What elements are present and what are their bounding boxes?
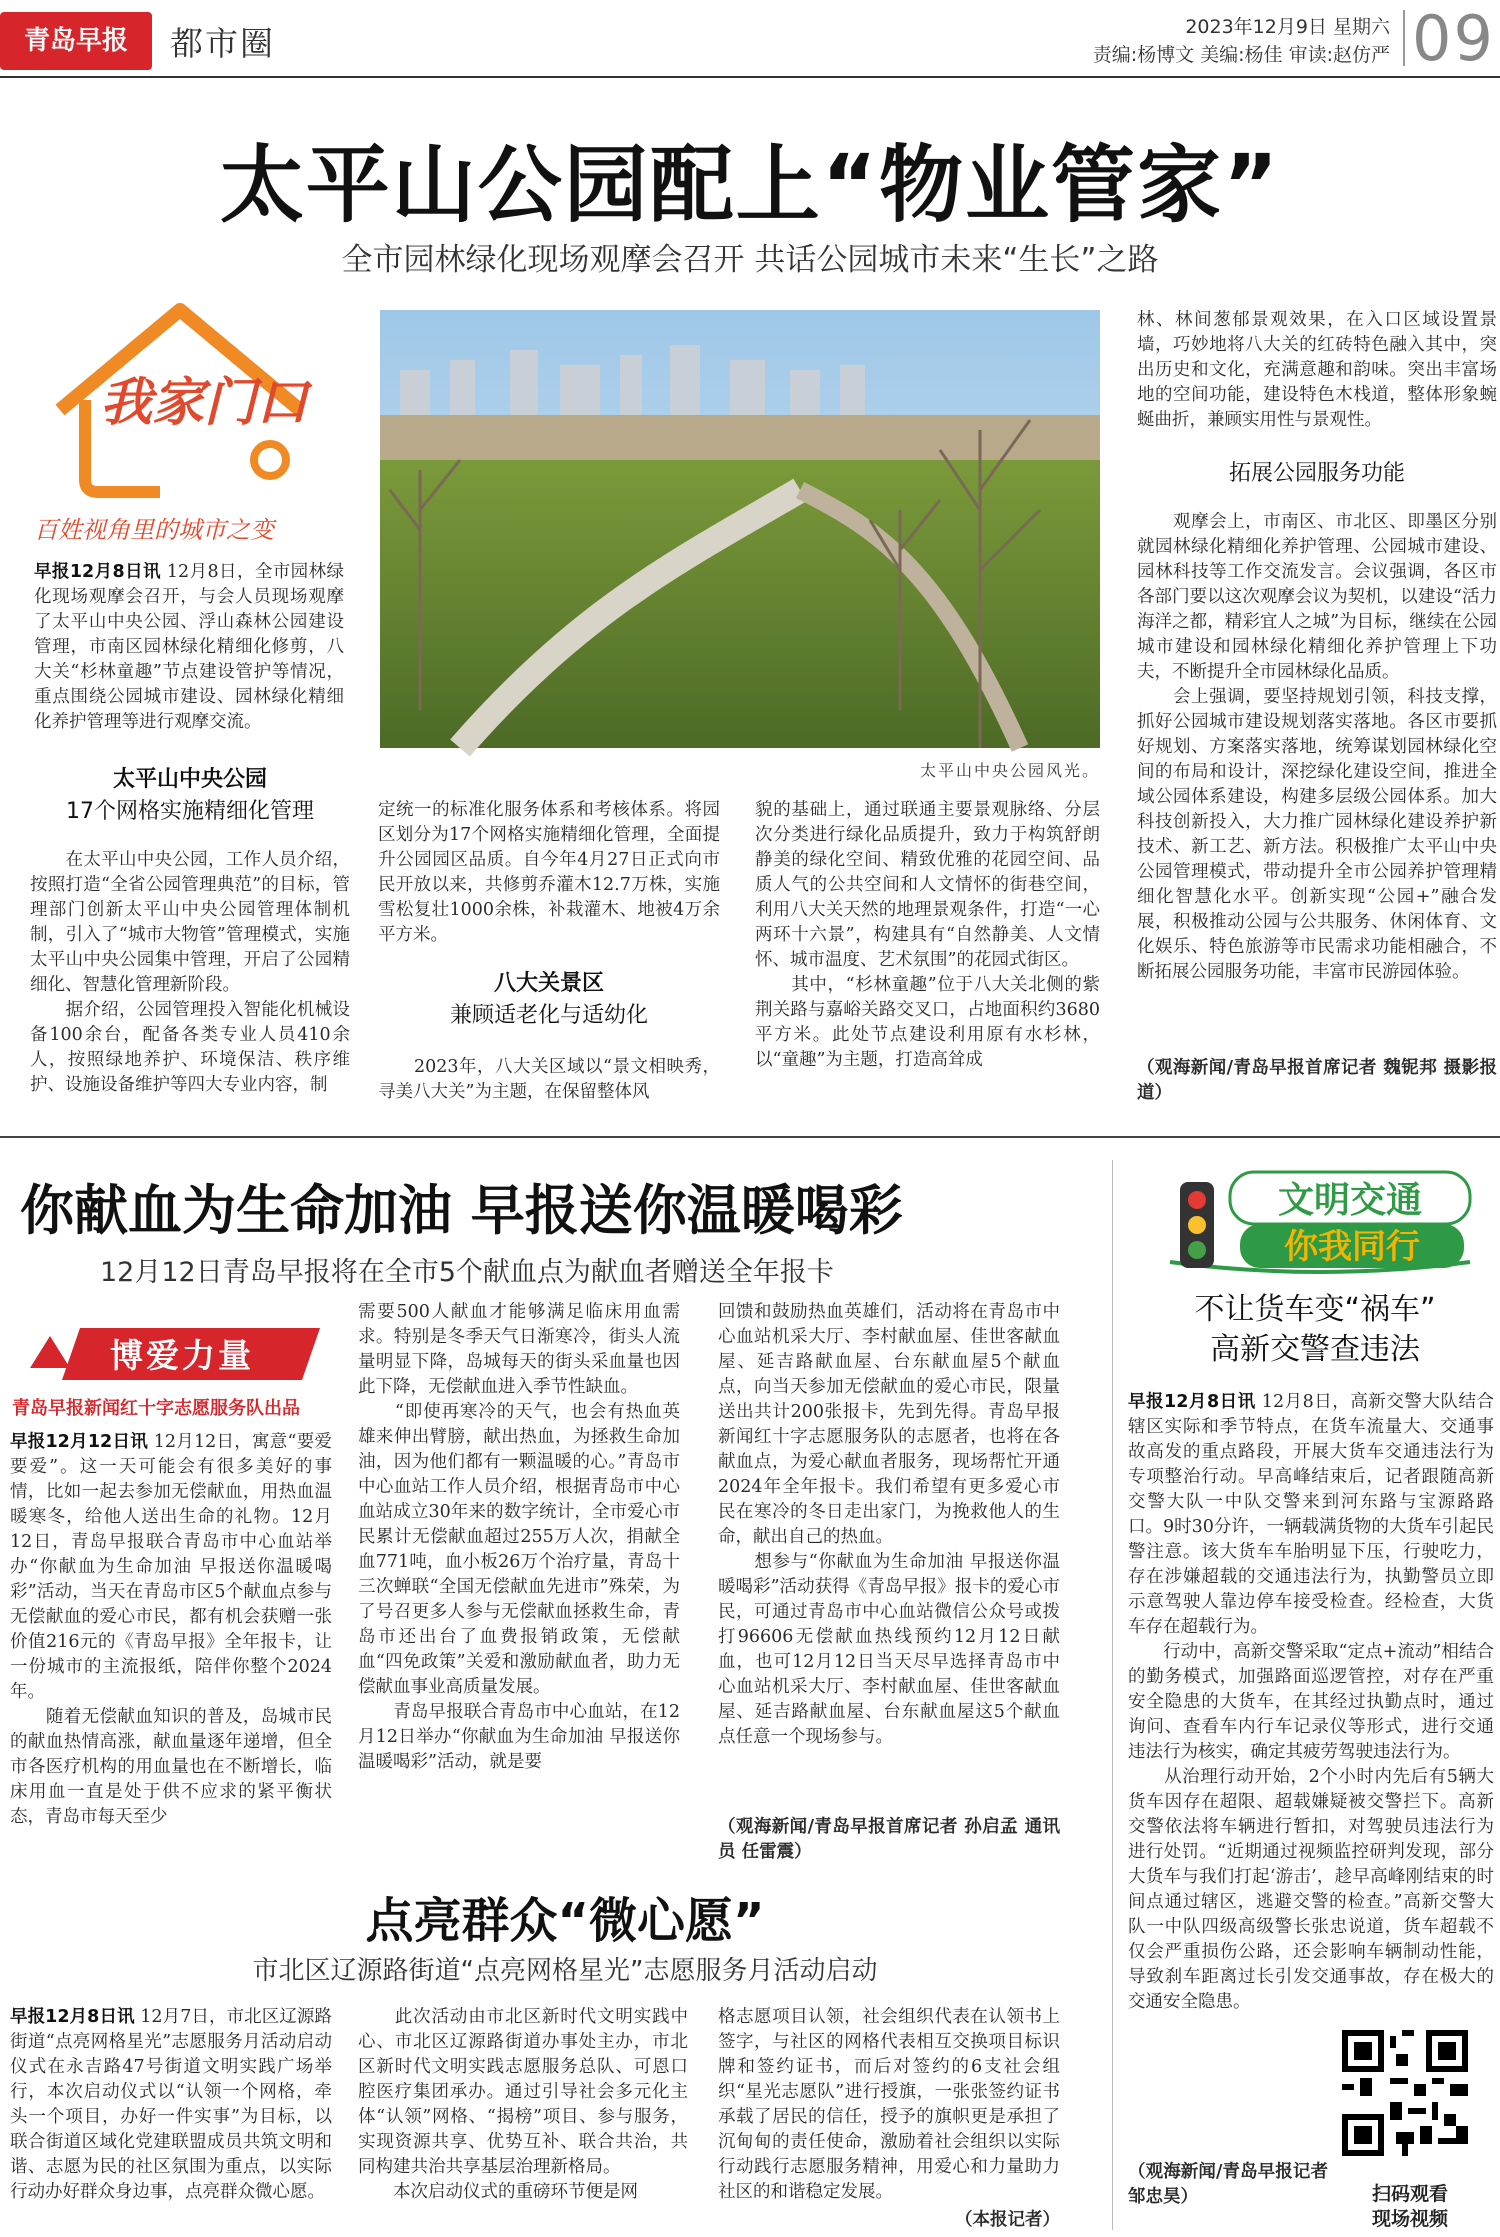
photo-caption: 太平山中央公园风光。 (919, 761, 1100, 780)
traffic-logo-line2: 你我同行 (1284, 1227, 1420, 1267)
park-photo (380, 310, 1100, 748)
story2-col2: 需要500人献血才能够满足临床用血需求。特别是冬季天气日渐寒冷，街头人流量明显下降，岛城每天的街头采血量也因此下降，无偿献血进入季节性缺血。 “即使再寒冷的天气，也会有热血英雄来伸出臂膀，献出热血，为拯救生命加油，因为他们都有一颗温暖的心。”青岛市中心血站工作人员介绍，根据青岛市中心血站成立30年来的数字统计，全市爱心市民累计无偿献血超过255万人次，捐献全血771吨，血小板26万个治疗量，青岛十三次蝉联“全国无偿献血先进市”殊荣，为了号召更多人参与无偿献血拯救生命，青岛市还出台了血费报销政策，无偿献血“四免政策”关爱和激励献血者，助力无偿献血事业高质量发展。 青岛早报联合青岛市中心血站，在12月12日举办“你献血为生命加油 早报送你温暖喝彩”活动，就是要 (358, 1302, 680, 1772)
qr-caption: 扫码观看 现场视频 (1371, 2183, 1448, 2230)
story1-credit: （观海新闻/青岛早报首席记者 魏铌邦 摄影报道） (1137, 1058, 1497, 1103)
story2-col1: 早报12月12日讯 12月12日，寓意“要爱要爱”。这一天可能会有很多美好的事情，比如一起去参加无偿献血，用热血温暖寒冬，给他人送出生命的礼物。12月12日，青岛早报联合青岛市中心血站举办“你献血为生命加油 早报送你温暖喝彩”活动，当天在青岛市区5个献血点参与无偿献血的爱心市民，都有机会获赠一张价值216元的《青岛早报》全年报卡，让一份城市的主流报纸，陪伴你整个2024年。 随着无偿献血知识的普及，岛城市民的献血热情高涨，献血量逐年递增，但全市各医疗机构的用血量也在不断增长，临床用血一直是处于供不应求的紧平衡状态，青岛市每天至少 (10, 1432, 332, 1827)
story1-col3-text: 貌的基础上，通过联通主要景观脉络、分层次分类进行绿化品质提升，致力于构筑舒朗静美的绿化空间、精致优雅的花园空间、品质人气的公共空间和人文情怀的街巷空间，利用八大关天然的地理景观条件，打造“一心两环十六景”，构建具有“自然静美、人文情怀、城市温度、艺术氛围”的花园式街区。 其中，“杉林童趣”位于八大关北侧的紫荆关路与嘉峪关路交叉口，占地面积约3680平方米。此处节点建设利用原有水杉林，以“童趣”为主题，打造高耸成 (755, 800, 1100, 1070)
traffic-logo-line1: 文明交通 (1277, 1180, 1423, 1221)
story1-subhead3: 拓展公园服务功能 (1228, 461, 1405, 486)
story4-col2: 此次活动由市北区新时代文明实践中心、市北区辽源路街道办事处主办，市北区新时代文明实践志愿服务总队、可恩口腔医疗集团承办。通过引导社会多元化主体“认领”网格、“揭榜”项目、参与服务，实现资源共享、优势互补、联合共治，共同构建共治共享基层治理新格局。 本次启动仪式的重磅环节便是网 (358, 2007, 688, 2202)
story1-intro: 早报12月8日讯 12月8日，全市园林绿化现场观摩会召开，与会人员现场观摩了太平山中央公园、浮山森林公园建设管理，市南区园林绿化精细化修剪，八大关“杉林童趣”节点建设管护等情况，重点围绕公园城市建设、园林绿化精细化养护管理等进行观摩交流。 (34, 562, 345, 732)
home-logo-caption: 百姓视角里的城市之变 (34, 516, 274, 544)
story2-col3: 回馈和鼓励热血英雄们，活动将在青岛市中心血站机采大厅、李村献血屋、佳世客献血屋、延吉路献血屋、台东献血屋5个献血点，向当天参加无偿献血的爱心市民，限量送出共计200张报卡，先到先得。青岛早报新闻红十字志愿服务队的志愿者，也将在各献血点，为爱心献血者服务，现场帮忙开通2024年全年报卡。我们希望有更多爱心市民在寒冷的冬日走出家门，为挽救他人的生命，献出自己的热血。 想参与“你献血为生命加油 早报送你温暖喝彩”活动获得《青岛早报》报卡的爱心市民，可通过青岛市中心血站微信公众号或拨打96606无偿献血热线预约12月12日献血，也可12月12日当天尽早选择青岛市中心血站机采大厅、李村献血屋、佳世客献血屋、延吉路献血屋、台东献血屋这5个献血点任意一个现场参与。 (718, 1302, 1060, 1747)
editors-line: 责编:杨博文 美编:杨佳 审读:赵仿严 (1092, 44, 1390, 66)
story1-sub2-text: 2023年，八大关区域以“景文相映秀，寻美八大关”为主题，在保留整体风 (378, 1057, 720, 1102)
house-logo-icon (40, 300, 320, 500)
qr-code-icon (1342, 2030, 1468, 2156)
story3-title: 不让货车变“祸车” 高新交警查违法 (1194, 1292, 1436, 1367)
story1-title: 太平山公园配上“物业管家” (219, 136, 1281, 234)
story1-subhead1: 太平山中央公园 17个网格实施精细化管理 (66, 767, 314, 824)
column-divider (1112, 1160, 1113, 2230)
story1-subtitle: 全市园林绿化现场观摩会召开 共话公园城市未来“生长”之路 (341, 242, 1159, 278)
bo-ai-logo-caption: 青岛早报新闻红十字志愿服务队出品 (12, 1398, 300, 1419)
wrench-icon (254, 444, 286, 476)
newspaper-logo: 青岛早报 (0, 12, 152, 70)
story3-credit: （观海新闻/青岛早报记者 邹忠昊） (1128, 2162, 1335, 2207)
story4-title: 点亮群众“微心愿” (365, 1893, 765, 1949)
story2-credit: （观海新闻/青岛早报首席记者 孙启孟 通讯员 任雷震） (718, 1817, 1060, 1862)
page-number: 09 (1412, 2, 1495, 75)
header-divider (1403, 10, 1405, 66)
traffic-light-icon (1160, 1170, 1480, 1275)
story2-subtitle: 12月12日青岛早报将在全市5个献血点为献血者赠送全年报卡 (100, 1257, 834, 1288)
story4-col3: 格志愿项目认领，社会组织代表在认领书上签字，与社区的网格代表相互交换项目标识牌和签约证书，而后对签约的6支社会组织“星光志愿队”进行授旗，一张张签约证书承载了居民的信任，授予的旗帜更是承担了沉甸甸的责任使命，激励着社会组织以实际行动践行志愿服务精神，用爱心和力量助力社区的和谐稳定发展。 (718, 2007, 1060, 2202)
story1-col4-text-b: 观摩会上，市南区、市北区、即墨区分别就园林绿化精细化养护管理、公园城市建设、园林科技等工作交流发言。会议强调，各区市各部门要以这次观摩会议为契机，以建设“活力海洋之都，精彩宜人之城”为目标，继续在公园城市建设和园林绿化精细化养护管理上下功夫，不断提升全市园林绿化品质。 会上强调，要坚持规划引领，科技支撑，抓好公园城市建设规划落实落地。各区市要抓好规划、方案落实落地，统筹谋划园林绿化空间的布局和设计，深挖绿化建设空间，推进全域公园体系建设，构建多层级公园体系。加大科技创新投入，大力推广园林绿化建设养护新技术、新工艺、新方法。积极推广太平山中央公园管理模式，带动提升全市公园养护管理精细化智慧化水平。创新实现“公园+”融合发展，积极推动公园与公共服务、休闲体育、文化娱乐、特色旅游等市民需求功能相融合，不断拓展公园服务功能，丰富市民游园体验。 (1137, 512, 1497, 982)
section-name: 都市圈 (170, 24, 275, 63)
story4-col1: 早报12月8日讯 12月7日，市北区辽源路街道“点亮网格星光”志愿服务月活动启动仪式在永吉路47号街道文明实践广场举行，本次启动仪式以“认领一个网格，牵头一个项目，办好一件实事”为目标，以联合街道区域化党建联盟成员共筑文明和谐、志愿为民的社区氛围为重点，以实际行动办好群众身边事，点亮群众微心愿。 (10, 2007, 333, 2202)
home-logo-line1: 我家门口 (100, 373, 309, 433)
story1-sub1-continued: 定统一的标准化服务体系和考核体系。将园区划分为17个网格实施精细化管理，全面提升公园园区品质。自今年4月27日正式向市民开放以来，共修剪乔灌木12.7万株，实施雪松复壮1000余株，补栽灌木、地被4万余平方米。 (378, 800, 720, 945)
issue-date: 2023年12月9日 星期六 (1185, 16, 1390, 38)
story3-text-top: 早报12月8日讯 12月8日，高新交警大队结合辖区实际和季节特点，在货车流量大、交通事故高发的重点路段，开展大货车交通违法行为专项整治行动。早高峰结束后，记者跟随高新交警大队一中队交警来到河东路与宝源路路口。9时30分许，一辆载满货物的大货车引起民警注意。该大货车车胎明显下压，行驶吃力，存在涉嫌超载的交通违法行为，执勤警员立即示意驾驶人靠边停车接受检查。经检查，大货车存在超载行为。 行动中，高新交警采取“定点+流动”相结合的勤务模式，加强路面巡逻管控，对存在严重安全隐患的大货车，在其经过执勤点时，通过询问、查看车内行车记录仪等形式，进行交通违法行为核实，确定其疲劳驾驶违法行为。 从治理行动开始，2个小时内先后有5辆大货车因存在超限、超载嫌疑被交警拦下。高新交警依法将车辆进行暂扣，对驾驶员违法行为进行处罚。“近期通过视频监控研判发现，部分大货车与我们打起‘游击’，趁早高峰刚结束的时间点通过辖区，逃避交警的检查。”高新交警大队一中队四级高级警长张忠说道，货车超载不仅会严重损伤公路，还会影响车辆制动性能，导致刹车距离过长引发交通事故，存在极大的交通安全隐患。 (1128, 1392, 1495, 2012)
story1-subhead2: 八大关景区 兼顾适老化与适幼化 (449, 971, 648, 1028)
story4-subtitle: 市北区辽源路街道“点亮网格星光”志愿服务月活动启动 (252, 1956, 878, 1986)
story-separator (0, 1136, 1500, 1138)
story2-title: 你献血为生命加油 早报送你温暖喝彩 (20, 1179, 903, 1242)
header-rule (0, 76, 1500, 78)
story1-col4-text: 林、林间葱郁景观效果，在入口区域设置景墙，巧妙地将八大关的红砖特色融入其中，突出历史和文化，充满意趣和韵味。突出丰富场地的空间功能，建设特色木栈道，整体形象蜿蜒曲折，兼顾实用性与景观性。 (1137, 310, 1497, 430)
story4-credit: （本报记者） (955, 2210, 1060, 2230)
bo-ai-logo-text: 博爱力量 (110, 1336, 254, 1375)
story1-sub1-text: 在太平山中央公园，工作人员介绍，按照打造“全省公园管理典范”的目标，管理部门创新太平山中央公园管理体制机制，引入了“城市大物管”管理模式，实施太平山中央公园集中管理，开启了公园精细化、智慧化管理新阶段。 据介绍，公园管理投入智能化机械设备100余台，配备各类专业人员410余人，按照绿地养护、环境保洁、秩序维护、设施设备维护等四大专业内容，制 (30, 850, 350, 1095)
